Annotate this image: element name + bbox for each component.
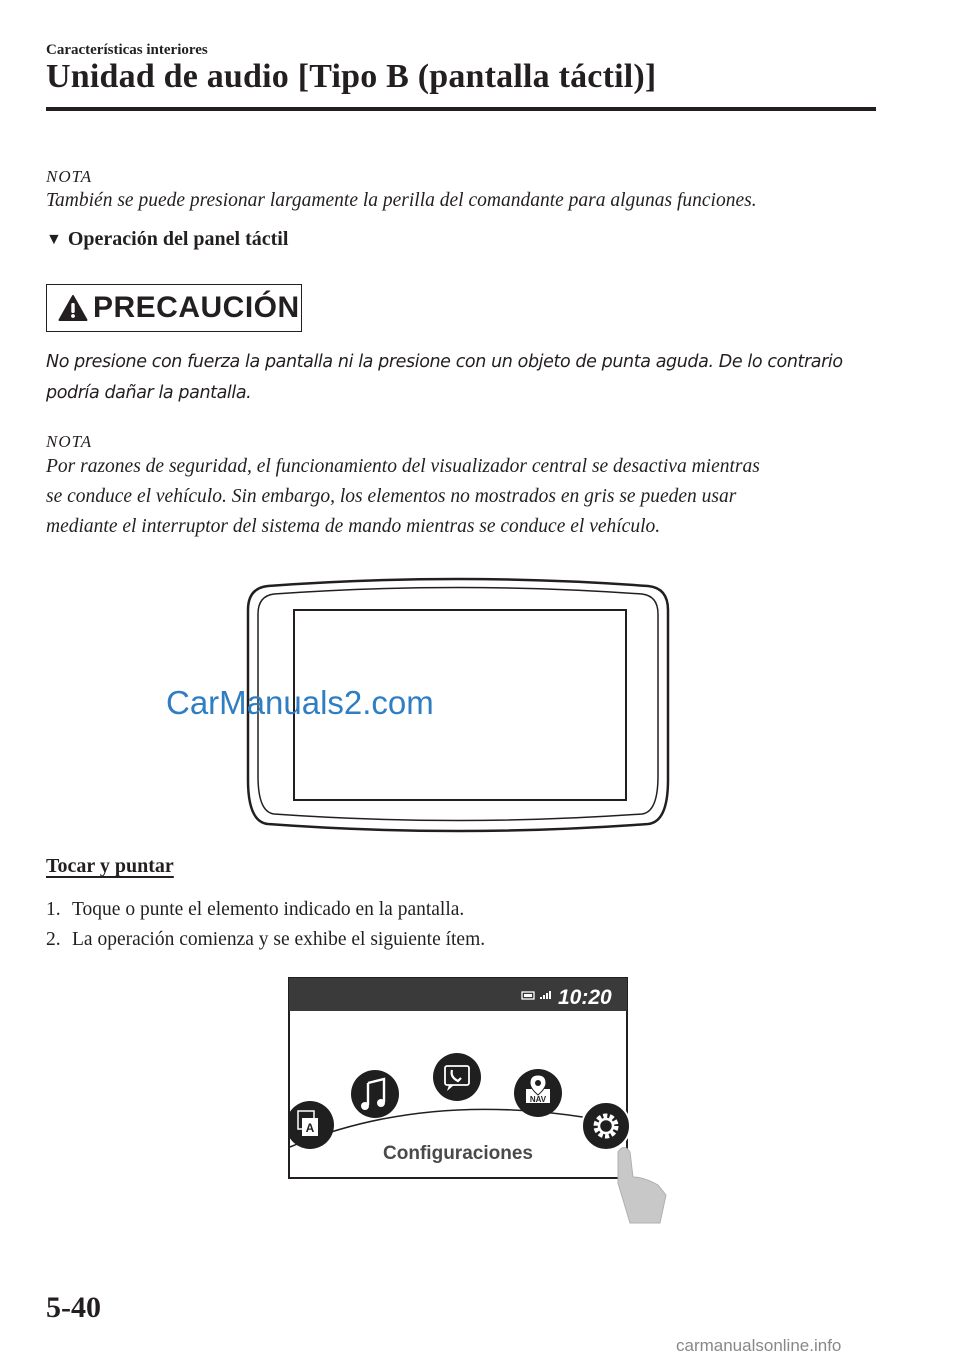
touch-heading: Tocar y puntar [46, 855, 174, 877]
note-text: También se puede presionar largamente la perilla del comandante para algunas funciones. [46, 190, 757, 211]
note-line: se conduce el vehículo. Sin embargo, los elementos no mostrados en gris se pueden usar [46, 486, 737, 507]
list-item [46, 895, 485, 925]
step-number: 1. [46, 899, 61, 920]
selected-item-label: Configuraciones [383, 1143, 533, 1164]
settings-icon[interactable] [582, 1102, 630, 1150]
step-text: La operación comienza y se exhibe el siguiente ítem. [72, 929, 486, 950]
footer-url: carmanualsonline.info [676, 1336, 842, 1355]
title-rule [46, 107, 876, 111]
pointing-finger-icon [618, 1148, 666, 1224]
nav-label: NAV [529, 1095, 547, 1104]
subsection-heading [46, 228, 288, 251]
page-number: 5-40 [46, 1291, 101, 1324]
subsection-title: Operación del panel táctil [67, 228, 289, 250]
note-text [46, 452, 876, 542]
list-item [46, 925, 485, 955]
warning-triangle-icon [58, 294, 88, 322]
navigation-icon[interactable] [514, 1069, 562, 1117]
triangle-marker-icon: ▼ [46, 231, 62, 248]
step-text: Toque o punte el elemento indicado en la pantalla. [72, 899, 465, 920]
page-title: Unidad de audio [Tipo B (pantalla táctil)] [46, 58, 657, 95]
note-heading: NOTA [46, 167, 93, 186]
app-letter: A [305, 1121, 315, 1135]
note-line: mediante el interruptor del sistema de mando mientras se conduce el vehículo. [46, 516, 661, 537]
music-icon[interactable] [351, 1070, 399, 1118]
applications-icon[interactable] [288, 1101, 334, 1149]
section-label: Características interiores [46, 42, 208, 58]
caution-box [46, 284, 302, 332]
home-screen-illustration [288, 977, 668, 1227]
watermark: CarManuals2.com [166, 684, 434, 721]
steps-list [46, 895, 485, 955]
step-number: 2. [46, 929, 61, 950]
clock-text: 10:20 [558, 986, 612, 1009]
note-heading: NOTA [46, 432, 93, 451]
note-line: Por razones de seguridad, el funcionamiento del visualizador central se desactiva mientras [46, 456, 760, 477]
phone-icon[interactable] [433, 1053, 481, 1101]
caution-label: PRECAUCIÓN [93, 291, 300, 324]
caution-text: No presione con fuerza la pantalla ni la presione con un objeto de punta aguda. De lo contrario podría dañar la pantalla. [46, 352, 843, 403]
